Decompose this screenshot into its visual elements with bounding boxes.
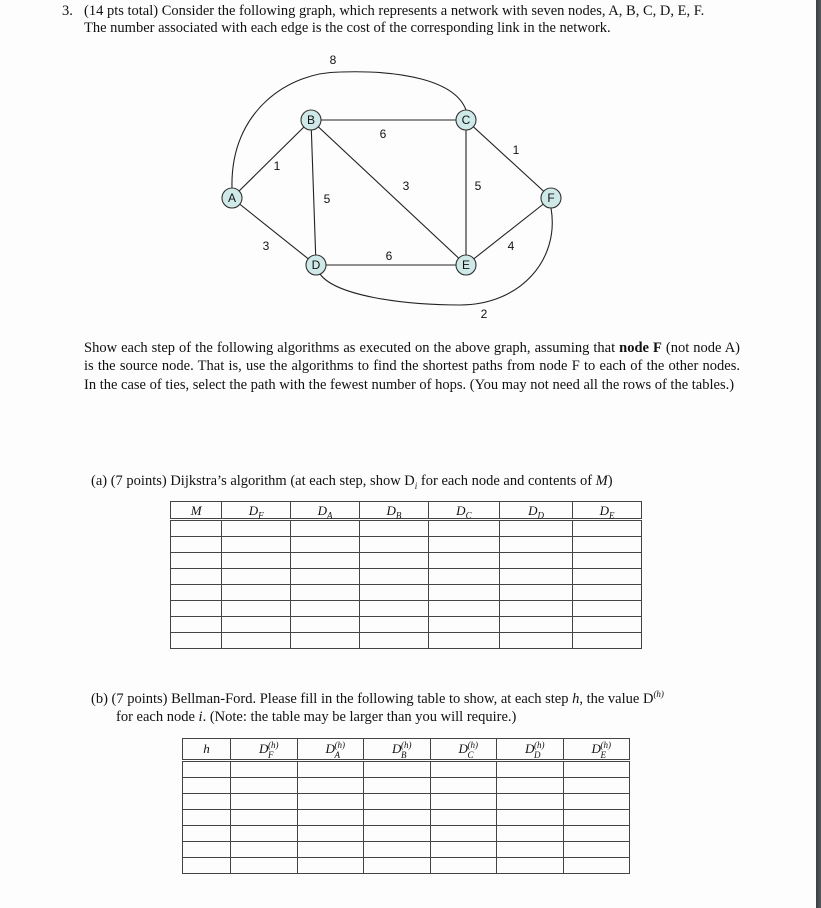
dijkstra-cell[interactable] (360, 601, 429, 617)
bellman-cell[interactable] (231, 794, 298, 810)
cost-label-B-D: 5 (323, 192, 331, 206)
svg-text:A: A (227, 191, 237, 205)
dijkstra-cell[interactable] (291, 585, 360, 601)
dijkstra-cell[interactable] (171, 633, 222, 649)
bellman-row (183, 778, 630, 794)
bellman-cell[interactable] (297, 761, 364, 778)
bellman-cell[interactable] (497, 761, 564, 778)
dijkstra-row (171, 537, 642, 553)
bellman-cell[interactable] (183, 858, 231, 874)
svg-text:C: C (461, 113, 471, 127)
dijkstra-cell[interactable] (360, 585, 429, 601)
dijkstra-cell[interactable] (573, 585, 642, 601)
col-header-h: h (183, 739, 231, 761)
bellman-row (183, 794, 630, 810)
dijkstra-row (171, 617, 642, 633)
cost-label-A-C: 8 (329, 53, 337, 67)
dijkstra-cell[interactable] (291, 537, 360, 553)
bellman-row (183, 761, 630, 778)
col-header-DhC: D (h) C (430, 739, 497, 761)
bellman-cell[interactable] (497, 810, 564, 826)
dijkstra-cell[interactable] (222, 553, 291, 569)
cost-label-D-E: 6 (385, 249, 393, 263)
dijkstra-cell[interactable] (499, 537, 572, 553)
dijkstra-cell[interactable] (291, 617, 360, 633)
bellman-cell[interactable] (231, 858, 298, 874)
bellman-cell[interactable] (497, 794, 564, 810)
dijkstra-row (171, 585, 642, 601)
dijkstra-row (171, 553, 642, 569)
dijkstra-cell[interactable] (428, 537, 499, 553)
dijkstra-cell[interactable] (573, 553, 642, 569)
bellman-cell[interactable] (297, 826, 364, 842)
node-D (306, 255, 326, 275)
bellman-cell[interactable] (563, 761, 630, 778)
dijkstra-cell[interactable] (291, 520, 360, 537)
bellman-cell[interactable] (297, 810, 364, 826)
bellman-cell[interactable] (297, 794, 364, 810)
bellman-cell[interactable] (430, 810, 497, 826)
bellman-cell[interactable] (497, 858, 564, 874)
bellman-header-row (183, 739, 630, 761)
dijkstra-cell[interactable] (360, 569, 429, 585)
edge-A-C (232, 72, 466, 188)
bellman-cell[interactable] (497, 842, 564, 858)
edge-B-E (311, 120, 466, 265)
bellman-cell[interactable] (364, 794, 431, 810)
edge-E-F (466, 198, 551, 265)
dijkstra-table (170, 501, 642, 649)
bellman-row (183, 810, 630, 826)
bellman-cell[interactable] (231, 778, 298, 794)
bellman-cell[interactable] (297, 778, 364, 794)
bellman-cell[interactable] (183, 778, 231, 794)
bellman-cell[interactable] (563, 826, 630, 842)
bellman-cell[interactable] (183, 826, 231, 842)
bellman-cell[interactable] (497, 826, 564, 842)
bellman-cell[interactable] (364, 761, 431, 778)
bellman-cell[interactable] (430, 842, 497, 858)
bellman-cell[interactable] (563, 794, 630, 810)
part-b-prompt-line-2: for each node i. (Note: the table may be larger than you will require.) (116, 709, 517, 725)
dijkstra-cell[interactable] (573, 537, 642, 553)
dijkstra-cell[interactable] (573, 520, 642, 537)
dijkstra-cell[interactable] (171, 553, 222, 569)
col-header-DF: $D_F$ (222, 502, 291, 520)
col-header-DA: $D_A$ (291, 502, 360, 520)
dijkstra-row (171, 569, 642, 585)
source-node-emphasis: node F (619, 340, 662, 356)
cost-label-A-D: 3 (262, 239, 270, 253)
bellman-cell[interactable] (231, 761, 298, 778)
bellman-cell[interactable] (430, 794, 497, 810)
col-header-DhF: D (h) F (231, 739, 298, 761)
bellman-cell[interactable] (364, 826, 431, 842)
dijkstra-cell[interactable] (573, 601, 642, 617)
dijkstra-cell[interactable] (428, 633, 499, 649)
edge-D-F (320, 208, 552, 305)
dijkstra-cell[interactable] (171, 601, 222, 617)
dijkstra-row (171, 601, 642, 617)
cost-label-C-F: 1 (512, 143, 520, 157)
node-B (301, 110, 321, 130)
instructions-paragraph: Show each step of the following algorithms as executed on the above graph, assuming that node F (not node A) is the source node. That is, use the algorithms to find the shortest paths from node F to each of the other nodes. In the case of ties, select the path with the fewest number of hops. (You may not need all the rows of the tables.) (84, 340, 741, 393)
dijkstra-cell[interactable] (573, 633, 642, 649)
dijkstra-cell[interactable] (360, 633, 429, 649)
bellman-cell[interactable] (563, 858, 630, 874)
question-number: 3. (62, 3, 73, 19)
bellman-cell[interactable] (430, 826, 497, 842)
dijkstra-cell[interactable] (360, 617, 429, 633)
dijkstra-cell[interactable] (573, 617, 642, 633)
question-line-2: The number associated with each edge is the cost of the corresponding link in the network. (84, 20, 611, 36)
dijkstra-row (171, 520, 642, 537)
bellman-cell[interactable] (297, 858, 364, 874)
part-a-prompt: (a) (7 points) Dijkstra’s algorithm (at each step, show $D_i$ for each node and contents of M) (91, 473, 613, 491)
cost-label-B-E: 3 (402, 179, 410, 193)
part-b-prompt-line-1: (b) (7 points) Bellman-Ford. Please fill in the following table to show, at each step h, the value $D^{(h)}$ (91, 689, 664, 707)
question-line-1: (14 pts total) Consider the following graph, which represents a network with seven nodes, A, B, C, D, E, F. (84, 3, 705, 19)
dijkstra-cell[interactable] (428, 585, 499, 601)
dijkstra-cell[interactable] (291, 569, 360, 585)
col-header-DB: $D_B$ (360, 502, 429, 520)
dijkstra-cell[interactable] (499, 585, 572, 601)
network-graph (0, 0, 821, 340)
dijkstra-cell[interactable] (171, 537, 222, 553)
bellman-cell[interactable] (430, 858, 497, 874)
dijkstra-cell[interactable] (171, 617, 222, 633)
dijkstra-cell[interactable] (360, 520, 429, 537)
col-header-DhD: D (h) D (497, 739, 564, 761)
bellman-cell[interactable] (231, 826, 298, 842)
node-A (222, 188, 242, 208)
bellman-cell[interactable] (364, 842, 431, 858)
dijkstra-cell[interactable] (499, 569, 572, 585)
bellman-cell[interactable] (364, 858, 431, 874)
bellman-cell[interactable] (497, 778, 564, 794)
bellman-cell[interactable] (364, 810, 431, 826)
node-E (456, 255, 476, 275)
dijkstra-cell[interactable] (222, 585, 291, 601)
dijkstra-cell[interactable] (222, 569, 291, 585)
dijkstra-cell[interactable] (222, 617, 291, 633)
col-header-DhA: D (h) A (297, 739, 364, 761)
col-header-DhB: D (h) B (364, 739, 431, 761)
dijkstra-cell[interactable] (428, 569, 499, 585)
dijkstra-cell[interactable] (222, 601, 291, 617)
cost-label-D-F: 2 (480, 307, 488, 321)
dijkstra-cell[interactable] (291, 553, 360, 569)
bellman-row (183, 858, 630, 874)
col-header-DD: $D_D$ (499, 502, 572, 520)
dijkstra-cell[interactable] (499, 520, 572, 537)
cost-label-C-E: 5 (474, 179, 482, 193)
bellman-row (183, 842, 630, 858)
dijkstra-cell[interactable] (171, 585, 222, 601)
bellman-cell[interactable] (563, 778, 630, 794)
bellman-cell[interactable] (183, 842, 231, 858)
dijkstra-cell[interactable] (428, 520, 499, 537)
col-header-DE: $D_E$ (573, 502, 642, 520)
dijkstra-body (171, 520, 642, 649)
edge-cost-labels (263, 53, 520, 321)
bellman-cell[interactable] (231, 842, 298, 858)
bellman-body (183, 761, 630, 874)
bellman-cell[interactable] (430, 761, 497, 778)
dijkstra-cell[interactable] (222, 520, 291, 537)
dijkstra-cell[interactable] (171, 520, 222, 537)
col-header-DhE: D (h) E (563, 739, 630, 761)
dijkstra-cell[interactable] (222, 537, 291, 553)
dijkstra-cell[interactable] (222, 633, 291, 649)
bellman-cell[interactable] (563, 842, 630, 858)
svg-text:F: F (547, 191, 555, 205)
bellman-cell[interactable] (183, 794, 231, 810)
edge-B-D (311, 120, 316, 265)
dijkstra-cell[interactable] (428, 553, 499, 569)
dijkstra-row (171, 633, 642, 649)
dijkstra-cell[interactable] (499, 553, 572, 569)
edge-A-B (232, 120, 311, 198)
bellman-cell[interactable] (563, 810, 630, 826)
bellman-cell[interactable] (364, 778, 431, 794)
cost-label-E-F: 4 (507, 239, 515, 253)
bellman-ford-table (182, 738, 630, 874)
bellman-row (183, 826, 630, 842)
dijkstra-cell[interactable] (499, 617, 572, 633)
dijkstra-cell[interactable] (573, 569, 642, 585)
svg-text:E: E (461, 258, 471, 272)
svg-text:D: D (311, 258, 321, 272)
dijkstra-cell[interactable] (428, 617, 499, 633)
edge-A-D (232, 198, 316, 265)
dijkstra-cell[interactable] (360, 553, 429, 569)
cost-label-A-B: 1 (273, 159, 281, 173)
dijkstra-cell[interactable] (360, 537, 429, 553)
col-header-DC: $D_C$ (428, 502, 499, 520)
dijkstra-cell[interactable] (291, 601, 360, 617)
svg-text:B: B (306, 113, 316, 127)
bellman-cell[interactable] (297, 842, 364, 858)
graph-edges (232, 72, 555, 305)
bellman-cell[interactable] (231, 810, 298, 826)
col-header-M: M (171, 502, 222, 520)
dijkstra-cell[interactable] (291, 633, 360, 649)
bellman-cell[interactable] (183, 761, 231, 778)
dijkstra-cell[interactable] (428, 601, 499, 617)
dijkstra-cell[interactable] (171, 569, 222, 585)
dijkstra-cell[interactable] (499, 601, 572, 617)
dijkstra-header-row (171, 502, 642, 520)
bellman-cell[interactable] (183, 810, 231, 826)
node-F (541, 188, 561, 208)
bellman-cell[interactable] (430, 778, 497, 794)
node-C (456, 110, 476, 130)
dijkstra-cell[interactable] (499, 633, 572, 649)
cost-label-B-C: 6 (379, 127, 387, 141)
